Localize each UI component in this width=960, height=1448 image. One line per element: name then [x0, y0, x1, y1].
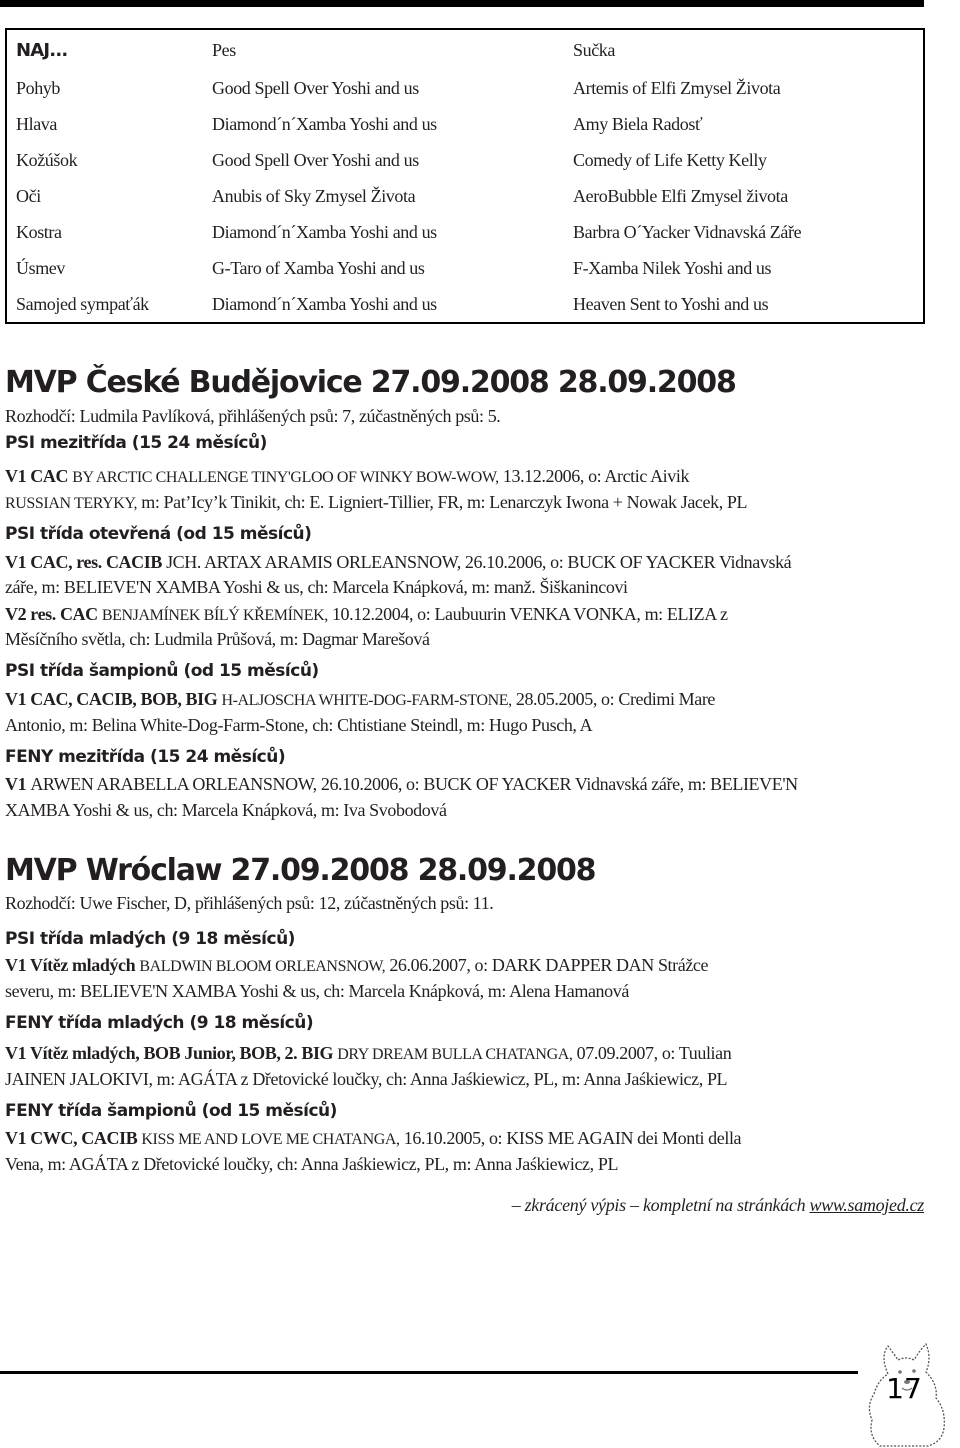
class-heading: PSI třída otevřená (od 15 měsíců): [5, 524, 312, 544]
award-text: V2 res. CAC: [5, 604, 102, 624]
naj-bitch-name: Comedy of Life Ketty Kelly: [573, 149, 767, 170]
entry-line: [5, 1040, 731, 1068]
entry-line: [5, 978, 629, 1004]
entry-details: 16.10.2005, o: KISS ME AGAIN dei Monti della: [399, 1128, 742, 1148]
entry-details: 07.09.2007, o: Tuulian: [572, 1043, 732, 1063]
naj-dog-name: Diamond´n´Xamba Yoshi and us: [212, 221, 437, 242]
entry-line: [5, 771, 798, 797]
dog-name: KISS ME AND LOVE ME CHATANGA,: [141, 1131, 400, 1148]
award-text: V1 Vítěz mladých, BOB Junior, BOB, 2. BIG: [5, 1043, 338, 1063]
entry-details: XAMBA Yoshi & us, ch: Marcela Knápková, m: Iva Svobodová: [5, 800, 447, 820]
entry-details: JCH. ARTAX ARAMIS ORLEANSNOW, 26.10.2006, o: BUCK OF YACKER Vidnavská: [166, 552, 792, 572]
footer-note-text: – zkrácený výpis – kompletní na stránkách: [511, 1195, 810, 1215]
naj-category: Úsmev: [16, 257, 65, 278]
table-row: [6, 106, 924, 142]
dog-name: BY ARCTIC CHALLENGE TINY'GLOO OF WINKY BOW-WOW,: [72, 469, 499, 486]
naj-bitch-name: Artemis of Elfi Zmysel Života: [573, 77, 781, 98]
dog-name: DRY DREAM BULLA CHATANGA,: [337, 1046, 573, 1063]
naj-dog-name: Diamond´n´Xamba Yoshi and us: [212, 113, 437, 134]
entry-details: Antonio, m: Belina White-Dog-Farm-Stone, ch: Chtistiane Steindl, m: Hugo Pusch, A: [5, 715, 593, 735]
naj-category: Kostra: [16, 221, 62, 242]
naj-bitch-name: Amy Biela Radosť: [573, 113, 703, 134]
naj-category: Kožúšok: [16, 149, 78, 170]
samojed-website-link[interactable]: www.samojed.cz: [809, 1195, 924, 1215]
award-text: V1: [5, 774, 31, 794]
entry-details: 28.05.2005, o: Credimi Mare: [511, 689, 716, 709]
award-text: V1 Vítěz mladých: [5, 955, 140, 975]
naj-category: Pohyb: [16, 77, 61, 98]
naj-dog-name: Anubis of Sky Zmysel Života: [212, 185, 416, 206]
entry-line: [5, 1125, 741, 1153]
entry-details: Vena, m: AGÁTA z Dřetovické loučky, ch: Anna Jaśkiewicz, PL, m: Anna Jaśkiewicz, PL: [5, 1154, 619, 1174]
entry-line: [5, 549, 791, 575]
award-text: V1 CWC, CACIB: [5, 1128, 142, 1148]
naj-table: [5, 28, 925, 324]
naj-category: Hlava: [16, 113, 57, 134]
dog-name: H-ALJOSCHA WHITE-DOG-FARM-STONE,: [221, 692, 512, 709]
entry-details: záře, m: BELIEVE'N XAMBA Yoshi & us, ch: Marcela Knápková, m: manž. Šiškanincovi: [5, 577, 628, 597]
dog-name: BALDWIN BLOOM ORLEANSNOW,: [139, 958, 386, 975]
table-row: [6, 286, 924, 323]
table-row: [6, 142, 924, 178]
entry-line: [5, 463, 689, 491]
judge-line: Rozhodčí: Uwe Fischer, D, přihlášených psů: 12, zúčastněných psů: 11.: [5, 893, 494, 913]
award-text: V1 CAC, CACIB, BOB, BIG: [5, 689, 222, 709]
entry-details: severu, m: BELIEVE'N XAMBA Yoshi & us, ch: Marcela Knápková, m: Alena Hamanová: [5, 981, 629, 1001]
entry-details: JAINEN JALOKIVI, m: AGÁTA z Dřetovické loučky, ch: Anna Jaśkiewicz, PL, m: Anna Jaśkiewicz, PL: [5, 1069, 728, 1089]
naj-bitch-name: AeroBubble Elfi Zmysel života: [573, 185, 788, 206]
entry-details: 26.06.2007, o: DARK DAPPER DAN Strážce: [385, 955, 709, 975]
entry-line: [5, 952, 708, 980]
entry-line: [5, 574, 628, 600]
entry-details: 13.12.2006, o: Arctic Aivik: [498, 466, 690, 486]
class-heading: PSI mezitřída (15 24 měsíců): [5, 433, 267, 453]
entry-details: 10.12.2004, o: Laubuurin VENKA VONKA, m: ELIZA z: [327, 604, 728, 624]
entry-details: m: Pat’Icy’k Tinikit, ch: E. Ligniert-Tillier, FR, m: Lenarczyk Iwona + Nowak Jacek, PL: [137, 492, 748, 512]
naj-bitch-name: Barbra O´Yacker Vidnavská Záře: [573, 221, 802, 242]
entry-line: [5, 601, 728, 629]
entry-line: [5, 712, 592, 738]
award-text: V1 CAC, res. CACIB: [5, 552, 167, 572]
dog-name: RUSSIAN TERYKY,: [5, 495, 138, 512]
judge-line: Rozhodčí: Ludmila Pavlíková, přihlášených psů: 7, zúčastněných psů: 5.: [5, 406, 501, 426]
class-heading: FENY třída šampionů (od 15 měsíců): [5, 1101, 337, 1121]
naj-table-header: [6, 29, 924, 70]
naj-dog-name: Good Spell Over Yoshi and us: [212, 77, 419, 98]
entry-line: [5, 686, 715, 714]
entry-details: Měsíčního světla, ch: Ludmila Průšová, m: Dagmar Marešová: [5, 629, 430, 649]
naj-category: Samojed sympaťák: [16, 293, 149, 314]
naj-dog-name: Good Spell Over Yoshi and us: [212, 149, 419, 170]
naj-bitch-header: Sučka: [573, 39, 615, 60]
dog-name: BENJAMÍNEK BÍLÝ KŘEMÍNEK,: [101, 607, 328, 624]
entry-line: [5, 1151, 618, 1177]
bottom-rule: [0, 1371, 858, 1374]
award-text: V1 CAC: [5, 466, 73, 486]
class-heading: FENY třída mladých (9 18 měsíců): [5, 1013, 314, 1033]
show-title: MVP České Budějovice 27.09.2008 28.09.2008: [5, 365, 736, 400]
entry-line: [5, 1066, 727, 1092]
footer-note: [512, 1192, 924, 1218]
class-heading: FENY mezitřída (15 24 měsíců): [5, 747, 286, 767]
entry-line: [5, 797, 447, 823]
entry-line: [5, 626, 430, 652]
naj-title: NAJ...: [16, 39, 68, 61]
show-title: MVP Wróclaw 27.09.2008 28.09.2008: [5, 853, 596, 888]
naj-dog-header: Pes: [212, 39, 236, 60]
entry-details: ARWEN ARABELLA ORLEANSNOW, 26.10.2006, o: BUCK OF YACKER Vidnavská záře, m: BELIEVE'N: [30, 774, 798, 794]
class-heading: PSI třída šampionů (od 15 měsíců): [5, 661, 319, 681]
page-number: 17: [886, 1372, 922, 1405]
naj-dog-name: G-Taro of Xamba Yoshi and us: [212, 257, 425, 278]
entry-line: [5, 489, 747, 517]
table-row: [6, 70, 924, 106]
table-row: [6, 214, 924, 250]
naj-category: Oči: [16, 185, 41, 206]
top-rule: [0, 0, 924, 7]
class-heading: PSI třída mladých (9 18 měsíců): [5, 929, 295, 949]
table-row: [6, 250, 924, 286]
table-row: [6, 178, 924, 214]
naj-dog-name: Diamond´n´Xamba Yoshi and us: [212, 293, 437, 314]
naj-bitch-name: Heaven Sent to Yoshi and us: [573, 293, 769, 314]
naj-bitch-name: F-Xamba Nilek Yoshi and us: [573, 257, 772, 278]
